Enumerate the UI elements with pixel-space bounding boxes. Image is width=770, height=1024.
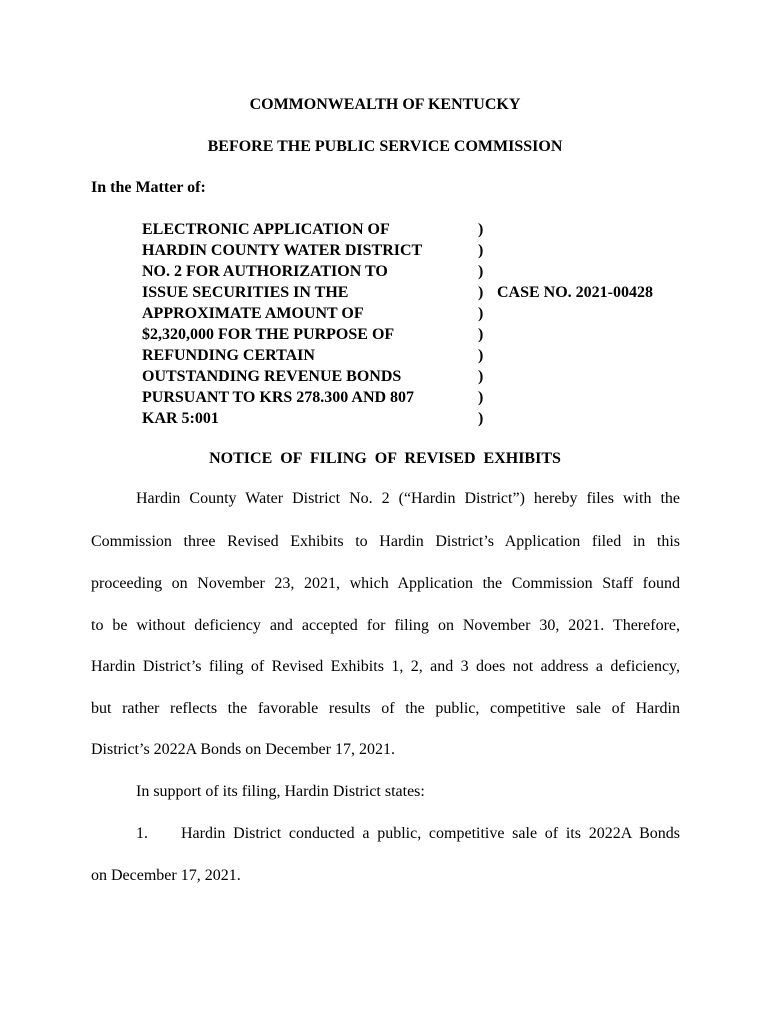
caption-line: $2,320,000 FOR THE PURPOSE OF <box>142 326 395 343</box>
paren: ) <box>478 221 484 238</box>
case-caption <box>142 219 422 429</box>
paren: ) <box>478 305 484 322</box>
caption-line: APPROXIMATE AMOUNT OF <box>142 305 364 322</box>
caption-line: NO. 2 FOR AUTHORIZATION TO <box>142 263 388 280</box>
intro-line: Commission three Revised Exhibits to Hardin District’s Application filed in this <box>91 533 680 550</box>
caption-line: KAR 5:001 <box>142 410 219 427</box>
intro-line: to be without deficiency and accepted for filing on November 30, 2021. Therefore, <box>91 617 680 634</box>
paren: ) <box>478 284 484 301</box>
intro-line: Hardin District’s filing of Revised Exhibits 1, 2, and 3 does not address a deficiency, <box>91 658 680 675</box>
paragraph-number: 1. <box>136 825 148 842</box>
caption-line: PURSUANT TO KRS 278.300 AND 807 <box>142 389 415 406</box>
paren: ) <box>478 389 484 406</box>
intro-line: Hardin County Water District No. 2 (“Hardin District”) hereby files with the <box>136 490 680 507</box>
caption-line: REFUNDING CERTAIN <box>142 347 315 364</box>
caption-line: HARDIN COUNTY WATER DISTRICT <box>142 242 423 259</box>
paren: ) <box>478 410 484 427</box>
paren: ) <box>478 263 484 280</box>
caption-line: ISSUE SECURITIES IN THE <box>142 284 349 301</box>
caption-line: ELECTRONIC APPLICATION OF <box>142 221 390 238</box>
intro-line: proceeding on November 23, 2021, which Application the Commission Staff found <box>91 575 680 592</box>
paren: ) <box>478 347 484 364</box>
intro-line: District’s 2022A Bonds on December 17, 2021. <box>91 741 395 758</box>
intro-line: but rather reflects the favorable results of the public, competitive sale of Hardin <box>91 700 680 717</box>
support-line: In support of its filing, Hardin District states: <box>136 783 425 800</box>
caption-parentheses <box>478 219 483 429</box>
commonwealth-heading: COMMONWEALTH OF KENTUCKY <box>249 96 521 113</box>
matter-label: In the Matter of: <box>91 179 206 196</box>
paren: ) <box>478 368 484 385</box>
paragraph-1-line: on December 17, 2021. <box>91 867 241 884</box>
paragraph-1-line: Hardin District conducted a public, competitive sale of its 2022A Bonds <box>181 825 680 842</box>
case-number: CASE NO. 2021-00428 <box>497 284 654 301</box>
notice-title: NOTICE OF FILING OF REVISED EXHIBITS <box>209 450 561 467</box>
paren: ) <box>478 326 484 343</box>
caption-line: OUTSTANDING REVENUE BONDS <box>142 368 402 385</box>
commission-heading: BEFORE THE PUBLIC SERVICE COMMISSION <box>207 138 563 155</box>
paren: ) <box>478 242 484 259</box>
